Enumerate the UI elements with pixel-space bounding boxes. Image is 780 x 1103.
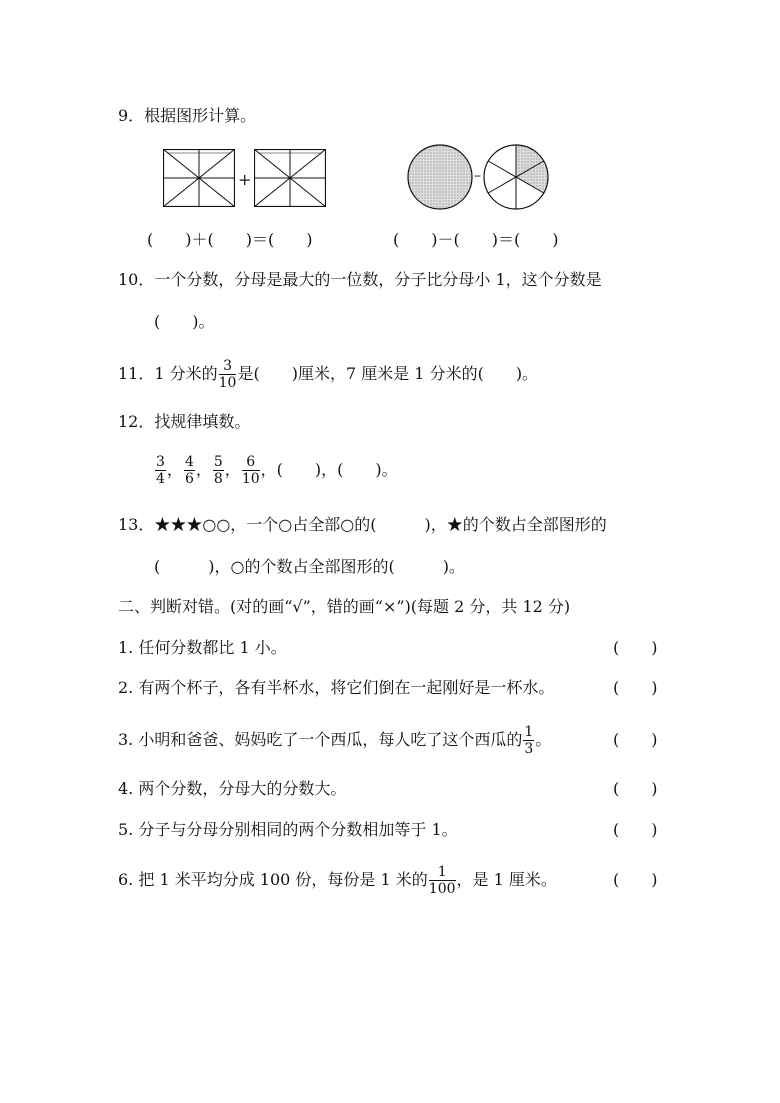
question-13-line1: 13．★★★○○，一个○占全部○的( )，★的个数占全部图形的 xyxy=(118,515,607,534)
judge-item-6 xyxy=(118,852,557,908)
circle-figure-shaded xyxy=(406,143,474,211)
fraction-denominator: 8 xyxy=(213,471,223,487)
sequence-fraction-3 xyxy=(213,455,224,486)
judge-item-4: 4. 两个分数，分母大的分数大。 xyxy=(118,779,347,798)
separator: ， xyxy=(195,460,212,479)
sequence-fraction-2 xyxy=(184,455,195,486)
minus-sign: – xyxy=(474,168,481,184)
judge-item-2-answer[interactable]: ( ) xyxy=(613,678,658,697)
fraction-1-100 xyxy=(429,865,456,896)
judge-item-5: 5. 分子与分母分别相同的两个分数相加等于 1。 xyxy=(118,820,458,839)
question-10-line1: 10．一个分数，分母是最大的一位数，分子比分母小 1，这个分数是 xyxy=(118,270,602,289)
judge-item-6-prefix: 6. 把 1 米平均分成 100 份，每份是 1 米的 xyxy=(118,870,428,889)
separator: ， xyxy=(260,460,277,479)
judge-item-3-answer[interactable]: ( ) xyxy=(613,730,658,749)
fraction-denominator: 10 xyxy=(218,375,237,391)
fraction-numerator: 1 xyxy=(524,724,534,740)
fraction-numerator: 3 xyxy=(156,454,165,470)
judge-item-3 xyxy=(118,718,551,762)
sequence-fraction-4 xyxy=(242,455,260,486)
fraction-denominator: 4 xyxy=(156,471,165,487)
question-12-sequence xyxy=(154,448,398,492)
judge-item-1-answer[interactable]: ( ) xyxy=(613,638,658,657)
plus-sign: + xyxy=(238,170,252,189)
question-9-text: 9．根据图形计算。 xyxy=(118,106,257,125)
judge-item-3-suffix: 。 xyxy=(535,730,552,749)
fraction-denominator: 3 xyxy=(524,741,534,757)
judge-item-5-answer[interactable]: ( ) xyxy=(613,820,658,839)
fraction-3-10 xyxy=(219,359,237,390)
judge-item-4-answer[interactable]: ( ) xyxy=(613,779,658,798)
question-11 xyxy=(118,352,538,396)
separator: ， xyxy=(166,460,183,479)
question-11-suffix: 是( )厘米，7 厘米是 1 分米的( )。 xyxy=(237,364,539,383)
separator: ， xyxy=(224,460,241,479)
question-13-line2: ( )，○的个数占全部图形的( )。 xyxy=(154,557,465,576)
sequence-fraction-1 xyxy=(155,455,166,486)
fraction-denominator: 10 xyxy=(241,471,260,487)
rectangle-figure-left xyxy=(163,149,235,207)
section-2-heading: 二、判断对错。(对的画“√”，错的画“×”)(每题 2 分，共 12 分) xyxy=(118,597,571,616)
circle-figure-sectors xyxy=(482,143,550,211)
question-9-blanks-left: ( )＋( )＝( ) xyxy=(147,230,313,249)
judge-item-6-suffix: ，是 1 厘米。 xyxy=(456,870,557,889)
question-10-line2: ( )。 xyxy=(154,312,215,331)
fraction-numerator: 4 xyxy=(184,454,194,470)
rectangle-figure-right xyxy=(254,149,326,207)
question-12-text: 12．找规律填数。 xyxy=(118,412,251,431)
fraction-1-3 xyxy=(523,725,534,756)
judge-item-2: 2. 有两个杯子，各有半杯水，将它们倒在一起刚好是一杯水。 xyxy=(118,678,555,697)
judge-item-6-answer[interactable]: ( ) xyxy=(613,870,658,889)
question-9-blanks-right: ( )－( )＝( ) xyxy=(393,230,559,249)
fraction-numerator: 3 xyxy=(219,359,237,375)
judge-item-1: 1. 任何分数都比 1 小。 xyxy=(118,638,287,657)
fraction-denominator: 6 xyxy=(184,471,194,487)
question-12-tail: ( )，( )。 xyxy=(276,460,398,479)
fraction-numerator: 6 xyxy=(242,455,260,471)
question-11-prefix: 11．1 分米的 xyxy=(118,364,218,383)
fraction-numerator: 1 xyxy=(429,865,456,881)
fraction-numerator: 5 xyxy=(213,454,223,470)
judge-item-3-prefix: 3. 小明和爸爸、妈妈吃了一个西瓜，每人吃了这个西瓜的 xyxy=(118,730,523,749)
fraction-denominator: 100 xyxy=(428,881,456,897)
